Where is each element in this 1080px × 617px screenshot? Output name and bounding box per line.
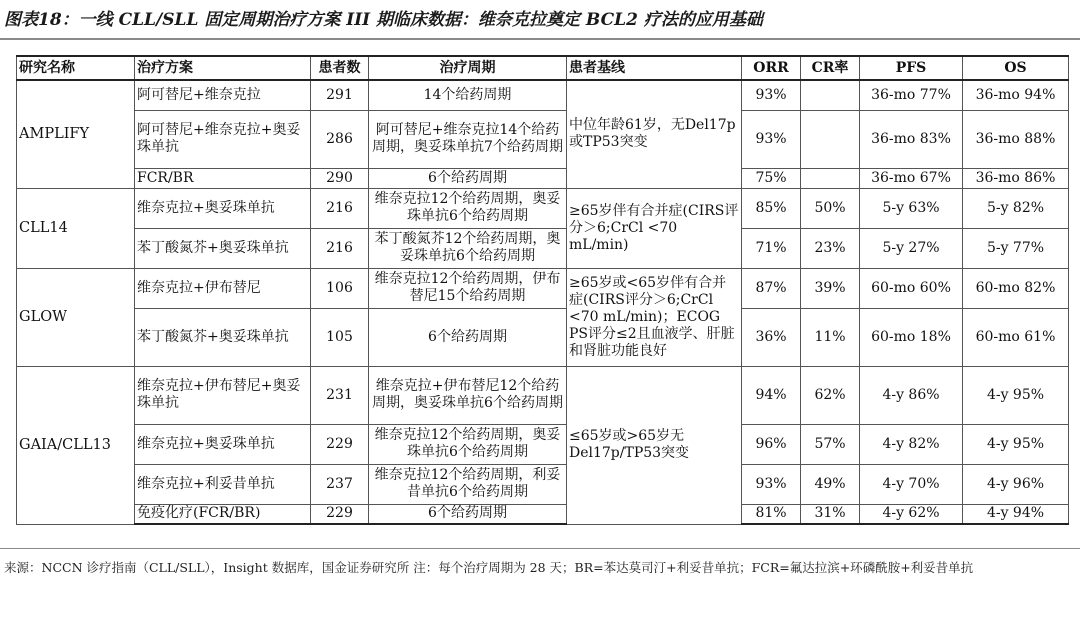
cr-cell — [801, 80, 860, 110]
regimen-cell: FCR/BR — [135, 168, 311, 188]
patients-cell: 229 — [311, 424, 369, 464]
pfs-cell: 5-y 63% — [860, 188, 963, 228]
header-cycle: 治疗周期 — [369, 56, 567, 80]
os-cell: 60-mo 61% — [963, 308, 1069, 366]
orr-cell: 93% — [742, 110, 801, 168]
os-cell: 5-y 82% — [963, 188, 1069, 228]
footnote-divider — [0, 548, 1080, 549]
header-regimen: 治疗方案 — [135, 56, 311, 80]
baseline-cell: 中位年龄61岁，无Del17p或TP53突变 — [567, 80, 742, 188]
orr-cell: 96% — [742, 424, 801, 464]
title-divider — [0, 38, 1080, 40]
os-cell: 36-mo 88% — [963, 110, 1069, 168]
orr-cell: 71% — [742, 228, 801, 268]
regimen-cell: 维奈克拉+奥妥珠单抗 — [135, 188, 311, 228]
trial-name: GLOW — [17, 268, 135, 366]
table-row — [17, 366, 1069, 424]
os-cell: 60-mo 82% — [963, 268, 1069, 308]
cycle-cell: 维奈克拉12个给药周期，利妥昔单抗6个给药周期 — [369, 464, 567, 504]
pfs-cell: 60-mo 18% — [860, 308, 963, 366]
pfs-cell: 36-mo 83% — [860, 110, 963, 168]
cr-cell: 50% — [801, 188, 860, 228]
header-trial: 研究名称 — [17, 56, 135, 80]
orr-cell: 81% — [742, 504, 801, 524]
orr-cell: 87% — [742, 268, 801, 308]
pfs-cell: 4-y 70% — [860, 464, 963, 504]
orr-cell: 93% — [742, 80, 801, 110]
cr-cell: 39% — [801, 268, 860, 308]
cr-cell: 57% — [801, 424, 860, 464]
cycle-cell: 6个给药周期 — [369, 308, 567, 366]
header-orr: ORR — [742, 56, 801, 80]
header-pfs: PFS — [860, 56, 963, 80]
cr-cell: 49% — [801, 464, 860, 504]
cycle-cell: 苯丁酸氮芥12个给药周期，奥妥珠单抗6个给药周期 — [369, 228, 567, 268]
cycle-cell: 维奈克拉12个给药周期，伊布替尼15个给药周期 — [369, 268, 567, 308]
patients-cell: 229 — [311, 504, 369, 524]
regimen-cell: 维奈克拉+伊布替尼+奥妥珠单抗 — [135, 366, 311, 424]
table-row — [17, 168, 1069, 188]
table-row — [17, 268, 1069, 308]
header-baseline: 患者基线 — [567, 56, 742, 80]
cycle-cell: 6个给药周期 — [369, 504, 567, 524]
trial-name: GAIA/CLL13 — [17, 366, 135, 524]
patients-cell: 286 — [311, 110, 369, 168]
orr-cell: 93% — [742, 464, 801, 504]
cycle-cell: 维奈克拉+伊布替尼12个给药周期，奥妥珠单抗6个给药周期 — [369, 366, 567, 424]
patients-cell: 106 — [311, 268, 369, 308]
cycle-cell: 维奈克拉12个给药周期，奥妥珠单抗6个给药周期 — [369, 424, 567, 464]
pfs-cell: 36-mo 77% — [860, 80, 963, 110]
patients-cell: 216 — [311, 228, 369, 268]
os-cell: 4-y 95% — [963, 366, 1069, 424]
cr-cell — [801, 168, 860, 188]
cr-cell — [801, 110, 860, 168]
pfs-cell: 4-y 62% — [860, 504, 963, 524]
table-row — [17, 110, 1069, 168]
pfs-cell: 36-mo 67% — [860, 168, 963, 188]
header-patients: 患者数 — [311, 56, 369, 80]
table-row — [17, 228, 1069, 268]
cycle-cell: 阿可替尼+维奈克拉14个给药周期，奥妥珠单抗7个给药周期 — [369, 110, 567, 168]
baseline-cell: ≥65岁或<65岁伴有合并症(CIRS评分＞6;CrCl <70 mL/min)；ECOG PS评分≤2且血液学、肝脏和肾脏功能良好 — [567, 268, 742, 366]
pfs-cell: 4-y 82% — [860, 424, 963, 464]
orr-cell: 36% — [742, 308, 801, 366]
cr-cell: 31% — [801, 504, 860, 524]
trial-name: AMPLIFY — [17, 80, 135, 188]
pfs-cell: 5-y 27% — [860, 228, 963, 268]
regimen-cell: 维奈克拉+伊布替尼 — [135, 268, 311, 308]
source-footnote: 来源：NCCN 诊疗指南（CLL/SLL），Insight 数据库，国金证券研究所 注：每个治疗周期为 28 天；BR=苯达莫司汀+利妥昔单抗；FCR=氟达拉滨+环磷酰胺+利妥昔单抗 — [4, 560, 974, 575]
trial-name: CLL14 — [17, 188, 135, 268]
patients-cell: 291 — [311, 80, 369, 110]
patients-cell: 290 — [311, 168, 369, 188]
os-cell: 36-mo 86% — [963, 168, 1069, 188]
cycle-cell: 维奈克拉12个给药周期，奥妥珠单抗6个给药周期 — [369, 188, 567, 228]
clinical-data-table — [16, 55, 1069, 525]
cr-cell: 23% — [801, 228, 860, 268]
orr-cell: 75% — [742, 168, 801, 188]
regimen-cell: 阿可替尼+维奈克拉+奥妥珠单抗 — [135, 110, 311, 168]
regimen-cell: 阿可替尼+维奈克拉 — [135, 80, 311, 110]
orr-cell: 85% — [742, 188, 801, 228]
os-cell: 4-y 95% — [963, 424, 1069, 464]
regimen-cell: 苯丁酸氮芥+奥妥珠单抗 — [135, 308, 311, 366]
os-cell: 4-y 94% — [963, 504, 1069, 524]
regimen-cell: 免疫化疗(FCR/BR) — [135, 504, 311, 524]
header-cr: CR率 — [801, 56, 860, 80]
cycle-cell: 6个给药周期 — [369, 168, 567, 188]
pfs-cell: 60-mo 60% — [860, 268, 963, 308]
header-os: OS — [963, 56, 1069, 80]
regimen-cell: 维奈克拉+奥妥珠单抗 — [135, 424, 311, 464]
baseline-cell: ≥65岁伴有合并症(CIRS评分＞6;CrCl <70 mL/min) — [567, 188, 742, 268]
table-row — [17, 504, 1069, 524]
patients-cell: 237 — [311, 464, 369, 504]
orr-cell: 94% — [742, 366, 801, 424]
figure-title: 图表18：一线 CLL/SLL 固定周期治疗方案 III 期临床数据：维奈克拉奠定 BCL2 疗法的应用基础 — [4, 10, 763, 30]
table-row — [17, 188, 1069, 228]
os-cell: 5-y 77% — [963, 228, 1069, 268]
table-header-row — [17, 56, 1069, 80]
patients-cell: 105 — [311, 308, 369, 366]
table-row — [17, 464, 1069, 504]
regimen-cell: 苯丁酸氮芥+奥妥珠单抗 — [135, 228, 311, 268]
cycle-cell: 14个给药周期 — [369, 80, 567, 110]
cr-cell: 11% — [801, 308, 860, 366]
os-cell: 36-mo 94% — [963, 80, 1069, 110]
pfs-cell: 4-y 86% — [860, 366, 963, 424]
os-cell: 4-y 96% — [963, 464, 1069, 504]
patients-cell: 216 — [311, 188, 369, 228]
cr-cell: 62% — [801, 366, 860, 424]
table-row — [17, 308, 1069, 366]
table-row — [17, 80, 1069, 110]
patients-cell: 231 — [311, 366, 369, 424]
regimen-cell: 维奈克拉+利妥昔单抗 — [135, 464, 311, 504]
table-row — [17, 424, 1069, 464]
baseline-cell: ≤65岁或>65岁无Del17p/TP53突变 — [567, 366, 742, 524]
